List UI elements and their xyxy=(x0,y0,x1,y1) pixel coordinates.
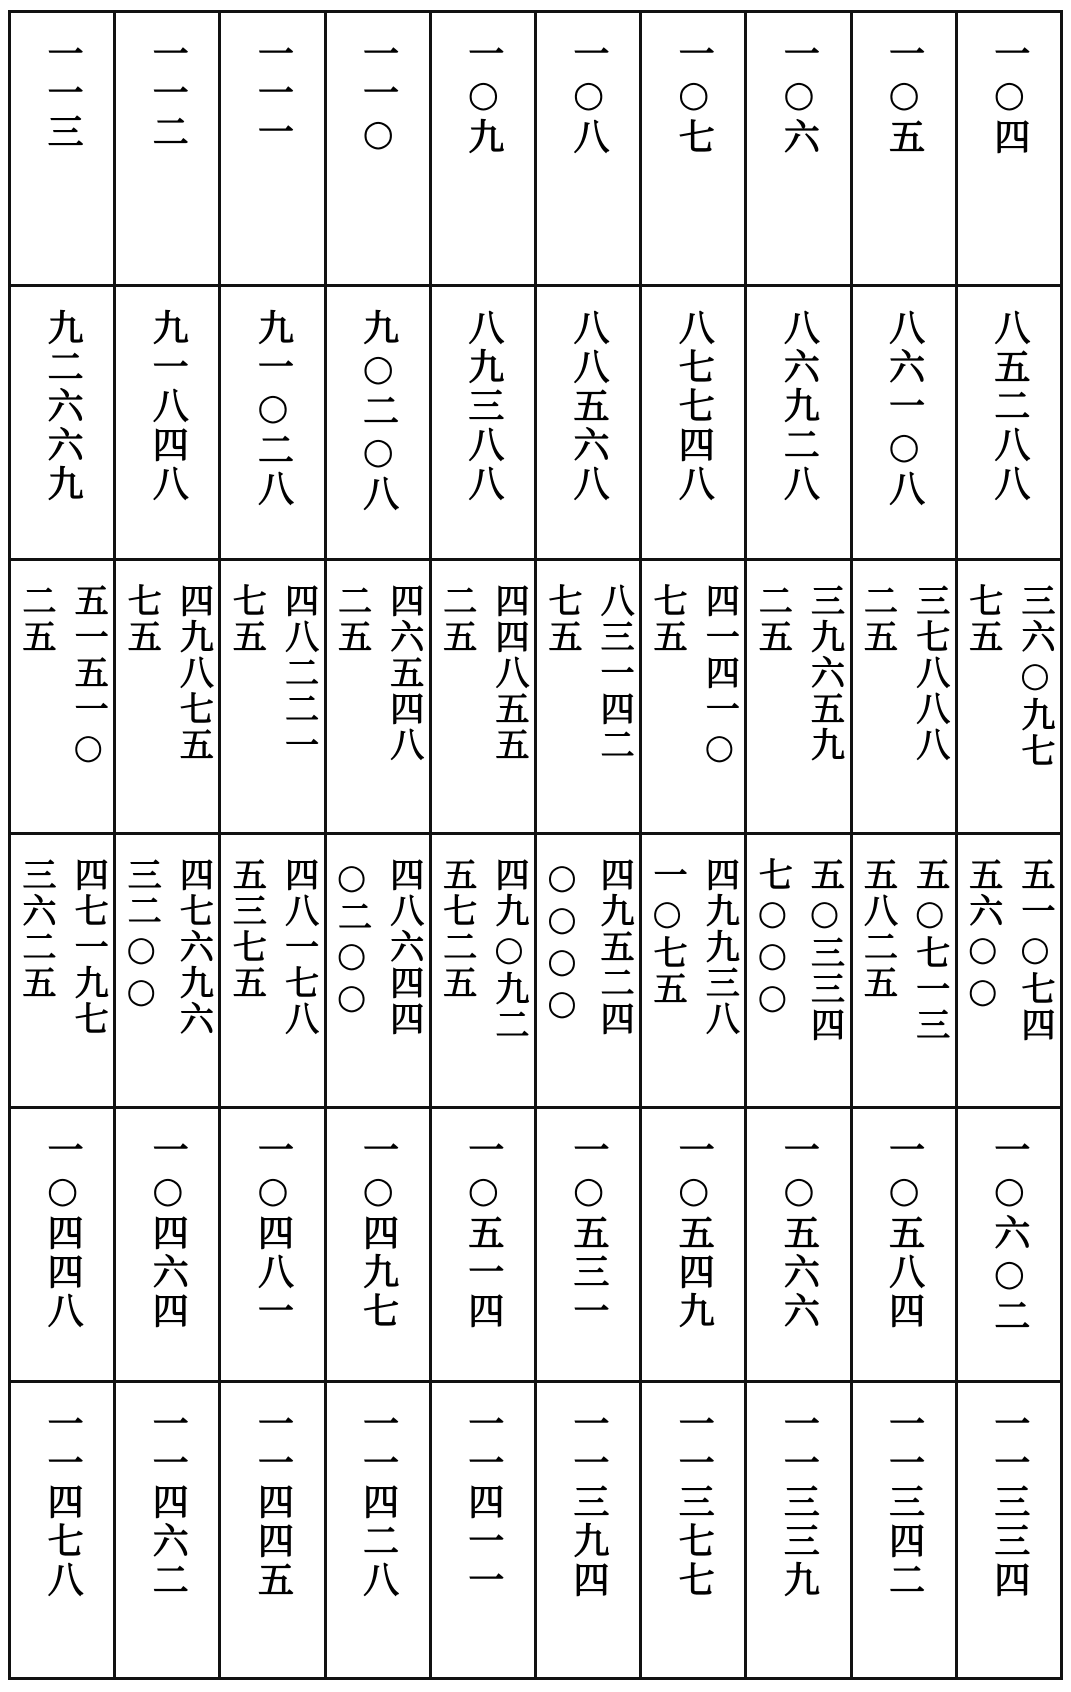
cell-content xyxy=(747,287,849,558)
cell-content xyxy=(432,561,534,832)
table-row xyxy=(10,559,1062,833)
cell-content xyxy=(221,13,323,284)
vertical-text: 一一三七七 xyxy=(673,1404,715,1600)
cell-content xyxy=(958,561,1060,832)
table-cell xyxy=(746,12,851,286)
cell-content xyxy=(958,287,1060,558)
table-cell xyxy=(10,1381,115,1678)
cell-content xyxy=(537,13,639,284)
table-cell xyxy=(115,12,220,286)
vertical-text: 一一○ xyxy=(357,35,399,157)
cell-content xyxy=(537,1109,639,1380)
numeral-table xyxy=(8,10,1063,1680)
cell-content xyxy=(221,287,323,558)
table-row xyxy=(10,833,1062,1107)
vertical-text: 一一四一一 xyxy=(462,1404,504,1600)
vertical-text: 一一三九四 xyxy=(568,1404,610,1600)
cell-content xyxy=(116,835,218,1106)
table-cell xyxy=(115,833,220,1107)
vertical-text: 三七八八八 xyxy=(909,582,950,763)
cell-content xyxy=(327,287,429,558)
vertical-text: 七五 xyxy=(541,582,582,655)
vertical-text: 八八五六八 xyxy=(568,308,610,504)
vertical-text: 一一四六二 xyxy=(147,1404,189,1600)
vertical-text: 一○四四八 xyxy=(42,1130,84,1331)
cell-content xyxy=(327,1383,429,1677)
vertical-text: 一一四二八 xyxy=(357,1404,399,1600)
cell-content xyxy=(432,835,534,1106)
cell-content xyxy=(747,1109,849,1380)
cell-content xyxy=(537,561,639,832)
vertical-text: 七五 xyxy=(226,582,267,655)
cell-content xyxy=(958,835,1060,1106)
cell-content xyxy=(11,561,113,832)
vertical-text: 三六二五 xyxy=(16,856,56,1001)
table-cell xyxy=(325,285,430,559)
table-cell xyxy=(746,559,851,833)
table-cell xyxy=(535,12,640,286)
table-row xyxy=(10,1381,1062,1678)
table-cell xyxy=(851,1381,956,1678)
table-cell xyxy=(430,559,535,833)
table-cell xyxy=(10,285,115,559)
cell-content xyxy=(537,835,639,1106)
vertical-text: 一一三 xyxy=(42,35,84,152)
cell-content xyxy=(853,1109,955,1380)
table-cell xyxy=(956,12,1061,286)
cell-content xyxy=(221,1109,323,1380)
vertical-text: 一○五一四 xyxy=(462,1130,504,1331)
table-row xyxy=(10,1107,1062,1381)
cell-content xyxy=(432,1109,534,1380)
vertical-text: 四七六九六 xyxy=(173,856,214,1037)
cell-content xyxy=(747,1383,849,1677)
cell-content xyxy=(537,287,639,558)
table-cell xyxy=(956,833,1061,1107)
table-cell xyxy=(956,1381,1061,1678)
table-cell xyxy=(220,1107,325,1381)
cell-content xyxy=(853,13,955,284)
table-cell xyxy=(746,833,851,1107)
vertical-text: 四一四一○ xyxy=(699,582,740,769)
cell-content xyxy=(11,13,113,284)
cell-content xyxy=(958,1383,1060,1677)
cell-content xyxy=(221,835,323,1106)
cell-content xyxy=(432,13,534,284)
cell-content xyxy=(11,1383,113,1677)
table-cell xyxy=(535,833,640,1107)
table-cell xyxy=(430,1107,535,1381)
table-cell xyxy=(430,833,535,1107)
table-cell xyxy=(220,833,325,1107)
cell-content xyxy=(221,1383,323,1677)
vertical-text: 八九三八八 xyxy=(462,308,504,504)
cell-content xyxy=(11,1109,113,1380)
cell-content xyxy=(116,1109,218,1380)
vertical-text: 一○六○二 xyxy=(988,1130,1030,1336)
vertical-text: 三六○九七 xyxy=(1015,582,1055,769)
table-cell xyxy=(641,12,746,286)
vertical-text: 一○四八一 xyxy=(252,1130,294,1331)
vertical-text: 一○五八四 xyxy=(883,1130,925,1331)
vertical-text: 三二○○ xyxy=(121,856,162,1013)
table-cell xyxy=(641,559,746,833)
vertical-text: 二五 xyxy=(331,582,372,655)
cell-content xyxy=(747,561,849,832)
table-cell xyxy=(430,12,535,286)
vertical-text: 七五 xyxy=(647,582,688,655)
table-cell xyxy=(535,1381,640,1678)
vertical-text: 九○二○八 xyxy=(357,308,399,514)
vertical-text: ○二○○ xyxy=(331,856,372,1019)
table-cell xyxy=(220,559,325,833)
table-row xyxy=(10,285,1062,559)
table-cell xyxy=(325,1107,430,1381)
table-cell xyxy=(220,12,325,286)
vertical-text: 一一三三四 xyxy=(988,1404,1030,1600)
vertical-text: 一○七 xyxy=(673,35,715,157)
cell-content xyxy=(221,561,323,832)
vertical-text: 九一○二八 xyxy=(252,308,294,509)
vertical-text: 四八一七八 xyxy=(278,856,319,1037)
vertical-text: 二五 xyxy=(857,582,898,655)
table-cell xyxy=(851,1107,956,1381)
table-cell xyxy=(535,285,640,559)
vertical-text: 八五二八八 xyxy=(988,308,1030,504)
vertical-text: 一一四四五 xyxy=(252,1404,294,1600)
vertical-text: 一一三三九 xyxy=(778,1404,820,1600)
cell-content xyxy=(11,835,113,1106)
cell-content xyxy=(642,287,744,558)
vertical-text: 一○七五 xyxy=(647,856,688,1007)
cell-content xyxy=(747,835,849,1106)
table-cell xyxy=(325,833,430,1107)
table-cell xyxy=(115,559,220,833)
vertical-text: 四九○九二 xyxy=(488,856,529,1043)
vertical-text: 九一八四八 xyxy=(147,308,189,504)
vertical-text: 一○八 xyxy=(568,35,610,157)
cell-content xyxy=(537,1383,639,1677)
vertical-text: 一○四九七 xyxy=(357,1130,399,1331)
vertical-text: 一○五六六 xyxy=(778,1130,820,1331)
table-cell xyxy=(115,1107,220,1381)
cell-content xyxy=(327,13,429,284)
vertical-text: 二五 xyxy=(752,582,793,655)
vertical-text: 二五 xyxy=(16,582,56,655)
vertical-text: 八三一四二 xyxy=(594,582,635,763)
vertical-text: 四四八五五 xyxy=(488,582,529,763)
table-cell xyxy=(746,285,851,559)
table-cell xyxy=(641,833,746,1107)
vertical-text: 五八二五 xyxy=(857,856,898,1001)
vertical-text: 八六九二八 xyxy=(778,308,820,504)
vertical-text: 四九八七五 xyxy=(173,582,214,763)
table-cell xyxy=(430,285,535,559)
vertical-text: 七○○○ xyxy=(752,856,793,1019)
vertical-text: 一○五 xyxy=(883,35,925,157)
vertical-text: 九二六六九 xyxy=(42,308,84,504)
vertical-text: 五三七五 xyxy=(226,856,267,1001)
vertical-text: 一一二 xyxy=(147,35,189,152)
vertical-text: 四七一九七 xyxy=(68,856,109,1037)
vertical-text: 二五 xyxy=(436,582,477,655)
table-cell xyxy=(115,1381,220,1678)
cell-content xyxy=(116,1383,218,1677)
table-cell xyxy=(430,1381,535,1678)
cell-content xyxy=(853,835,955,1106)
cell-content xyxy=(853,1383,955,1677)
vertical-text: 八七七四八 xyxy=(673,308,715,504)
table-cell xyxy=(956,1107,1061,1381)
vertical-text: 五○七一三 xyxy=(909,856,950,1043)
table-cell xyxy=(10,833,115,1107)
table-cell xyxy=(851,285,956,559)
table-cell xyxy=(641,1381,746,1678)
cell-content xyxy=(327,1109,429,1380)
vertical-text: 一○四六四 xyxy=(147,1130,189,1331)
vertical-text: 七五 xyxy=(962,582,1003,655)
table-cell xyxy=(220,1381,325,1678)
cell-content xyxy=(958,1109,1060,1380)
vertical-text: 四九九三八 xyxy=(699,856,740,1037)
table-cell xyxy=(115,285,220,559)
vertical-text: 一○四 xyxy=(988,35,1030,157)
cell-content xyxy=(642,13,744,284)
vertical-text: 五一○七四 xyxy=(1015,856,1055,1043)
table-cell xyxy=(851,559,956,833)
cell-content xyxy=(747,13,849,284)
table-cell xyxy=(10,559,115,833)
cell-content xyxy=(116,13,218,284)
vertical-text: 五七二五 xyxy=(436,856,477,1001)
vertical-text: ○○○○ xyxy=(541,856,582,1025)
vertical-text: 一○五三一 xyxy=(568,1130,610,1331)
table-cell xyxy=(220,285,325,559)
cell-content xyxy=(116,287,218,558)
vertical-text: 四八二二一 xyxy=(278,582,319,763)
cell-content xyxy=(642,1109,744,1380)
vertical-text: 一一三四二 xyxy=(883,1404,925,1600)
cell-content xyxy=(432,287,534,558)
table-cell xyxy=(535,559,640,833)
table-cell xyxy=(956,285,1061,559)
vertical-text: 一一四七八 xyxy=(42,1404,84,1600)
vertical-text: 五○三三四 xyxy=(804,856,845,1043)
table-body xyxy=(10,12,1062,1679)
vertical-text: 一一一 xyxy=(252,35,294,152)
table-row xyxy=(10,12,1062,286)
table-cell xyxy=(746,1381,851,1678)
cell-content xyxy=(642,1383,744,1677)
vertical-text: 八六一○八 xyxy=(883,308,925,509)
cell-content xyxy=(327,835,429,1106)
cell-content xyxy=(642,561,744,832)
vertical-text: 三九六五九 xyxy=(804,582,845,763)
table-cell xyxy=(10,1107,115,1381)
vertical-text: 一○五四九 xyxy=(673,1130,715,1331)
table-cell xyxy=(325,12,430,286)
cell-content xyxy=(327,561,429,832)
cell-content xyxy=(642,835,744,1106)
table-cell xyxy=(10,12,115,286)
table-cell xyxy=(641,1107,746,1381)
vertical-text: 四八六四四 xyxy=(383,856,424,1037)
cell-content xyxy=(853,561,955,832)
vertical-text: 四九五二四 xyxy=(594,856,635,1037)
vertical-text: 七五 xyxy=(121,582,162,655)
vertical-text: 一○六 xyxy=(778,35,820,157)
table-cell xyxy=(325,559,430,833)
vertical-text: 一○九 xyxy=(462,35,504,157)
vertical-text: 四六五四八 xyxy=(383,582,424,763)
table-cell xyxy=(746,1107,851,1381)
cell-content xyxy=(853,287,955,558)
table-cell xyxy=(851,12,956,286)
cell-content xyxy=(116,561,218,832)
vertical-text: 五一五一○ xyxy=(68,582,109,769)
cell-content xyxy=(432,1383,534,1677)
cell-content xyxy=(11,287,113,558)
table-cell xyxy=(641,285,746,559)
table-cell xyxy=(535,1107,640,1381)
cell-content xyxy=(958,13,1060,284)
table-cell xyxy=(325,1381,430,1678)
vertical-text: 五六○○ xyxy=(962,856,1003,1013)
table-cell xyxy=(956,559,1061,833)
table-cell xyxy=(851,833,956,1107)
